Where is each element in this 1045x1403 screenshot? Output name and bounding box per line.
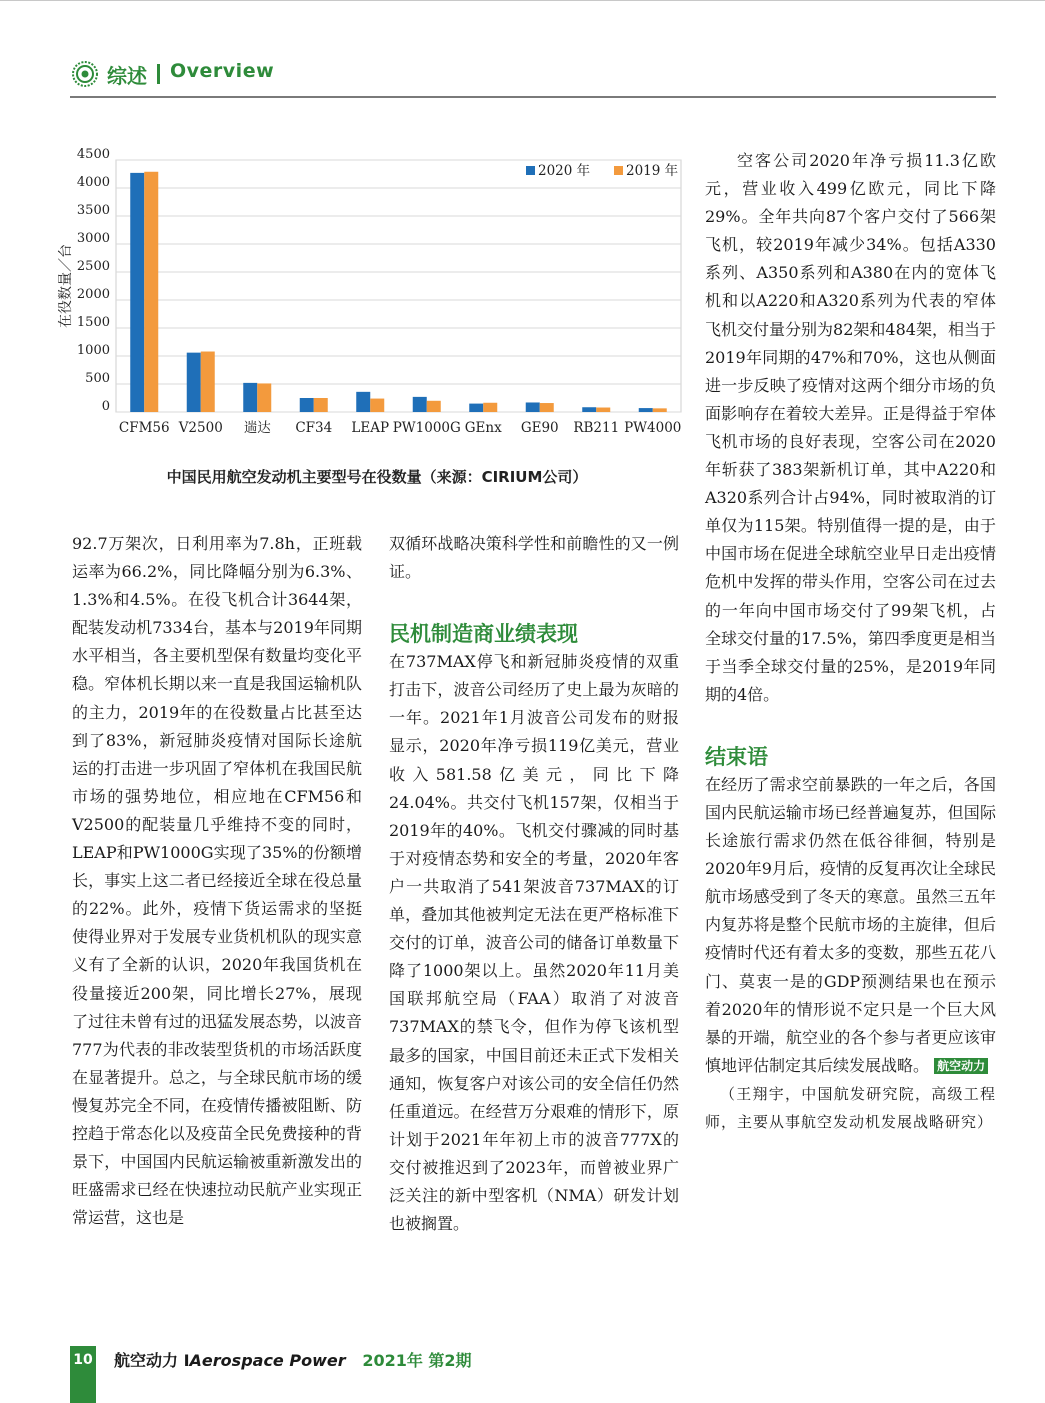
engine-fleet-bar-chart bbox=[56, 148, 686, 458]
author-note: （王翔宇，中国航发研究院，高级工程师，主要从事航空发动机发展战略研究） bbox=[705, 1084, 996, 1131]
bar-2019 bbox=[596, 408, 610, 412]
text-column-2 bbox=[389, 530, 679, 1238]
bar-2020 bbox=[582, 407, 596, 412]
section-heading-manufacturers: 民机制造商业绩表现 bbox=[389, 622, 578, 647]
bar-2020 bbox=[469, 404, 483, 412]
x-tick-label: 遄达 bbox=[243, 420, 271, 436]
bar-2020 bbox=[187, 353, 201, 412]
y-tick-label: 3000 bbox=[76, 231, 110, 246]
paragraph: 空客公司2020年净亏损11.3亿欧元，营业收入499亿欧元，同比下降29%。全年共向87个客户交付了566架飞机，较2019年减少34%。包括A330系列、A350系列和A380在内的宽体飞机和以A220和A320系列为代表的窄体飞机交付量分别为82架和484架，相当于2019年同期的47%和70%，这也从侧面进一步反映了疫情对这两个细分市场的负面影响存在着较大差异。正是得益于窄体飞机市场的良好表现，空客公司在2020年斩获了383架新机订单，其中A220和A320系列合计占94%，同时被取消的订单仅为115架。特别值得一提的是，由于中国市场在促进全球航空业早日走出疫情危机中发挥的带头作用，空客公司在过去的一年向中国市场交付了99架飞机，占全球交付量的17.5%，第四季度更是相当于当季全球交付量的25%，是2019年同期的4倍。 bbox=[705, 151, 996, 704]
bar-2019 bbox=[653, 408, 667, 412]
bar-2020 bbox=[526, 402, 540, 412]
x-tick-label: V2500 bbox=[178, 420, 223, 436]
bar-2019 bbox=[483, 403, 497, 412]
page-number: 10 bbox=[73, 1352, 93, 1368]
bar-2019 bbox=[540, 403, 554, 412]
end-mark-badge: 航空动力 bbox=[934, 1058, 988, 1074]
legend-label: 2019 年 bbox=[626, 163, 679, 179]
y-tick-label: 1500 bbox=[76, 315, 110, 330]
paragraph: 双循环战略决策科学性和前瞻性的又一例证。 bbox=[389, 534, 679, 582]
bar-2019 bbox=[370, 399, 384, 412]
legend-swatch bbox=[614, 166, 623, 175]
bar-2019 bbox=[257, 383, 271, 412]
bar-2019 bbox=[427, 401, 441, 412]
journal-name-en: Aerospace Power bbox=[189, 1351, 346, 1370]
journal-separator: I bbox=[183, 1351, 190, 1370]
bar-2020 bbox=[356, 392, 370, 412]
y-tick-label: 2500 bbox=[76, 259, 110, 274]
bar-2020 bbox=[413, 397, 427, 412]
section-title-en: Overview bbox=[170, 60, 275, 82]
section-divider bbox=[157, 64, 160, 84]
x-tick-label: GEnx bbox=[464, 420, 502, 436]
x-tick-label: LEAP bbox=[351, 420, 390, 436]
bar-2019 bbox=[314, 398, 328, 412]
journal-logo-icon bbox=[72, 61, 98, 87]
bar-2020 bbox=[243, 383, 257, 412]
legend-label: 2020 年 bbox=[538, 163, 591, 179]
y-tick-label: 2000 bbox=[76, 287, 110, 302]
x-tick-label: RB211 bbox=[573, 420, 620, 436]
y-tick-label: 1000 bbox=[76, 343, 110, 358]
y-tick-label: 500 bbox=[85, 371, 110, 386]
chart-caption: 中国民用航空发动机主要型号在役数量（来源：CIRIUM公司） bbox=[166, 468, 588, 486]
x-tick-label: PW1000G bbox=[392, 420, 461, 436]
paragraph: 在737MAX停飞和新冠肺炎疫情的双重打击下，波音公司经历了史上最为灰暗的一年。2021年1月波音公司发布的财报显示，2020年净亏损119亿美元，营业收入581.58亿美元，同比下降24.04%。共交付飞机157架，仅相当于2019年的40%。飞机交付骤减的同时基于对疫情态势和安全的考量，2020年客户一共取消了541架波音737MAX的订单，叠加其他被判定无法在更严格标准下交付的订单，波音公司的储备订单数量下降了1000架以上。虽然2020年11月美国联邦航空局（FAA）取消了对波音737MAX的禁飞令，但作为停飞该机型最多的国家，中国目前还未正式下发相关通知，恢复客户对该公司的安全信任仍然任重道远。在经营万分艰难的情形下，原计划于2021年年初上市的波音777X的交付被推迟到了2023年，而曾被业界广泛关注的新中型客机（NMA）研发计划也被搁置。 bbox=[389, 652, 679, 1234]
section-heading-conclusion: 结束语 bbox=[705, 744, 768, 769]
journal-issue: 2021年 第2期 bbox=[362, 1351, 472, 1370]
top-border bbox=[0, 0, 1045, 1]
text-column-1 bbox=[72, 530, 362, 1232]
x-tick-label: PW4000 bbox=[624, 420, 682, 436]
paragraph: 92.7万架次，日利用率为7.8h，正班载运率为66.2%，同比降幅分别为6.3%、1.3%和4.5%。在役飞机合计3644架，配装发动机7334台，基本与2019年同期水平相当，各主要机型保有数量均变化平稳。窄体机长期以来一直是我国运输机队的主力，2019年的在役数量占比甚至达到了83%，新冠肺炎疫情对国际长途航运的打击进一步巩固了窄体机在我国民航市场的强势地位，相应地在CFM56和V2500的配装量几乎维持不变的同时，LEAP和PW1000G实现了35%的份额增长，事实上这二者已经接近全球在役总量的22%。此外，疫情下货运需求的坚挺使得业界对于发展专业货机机队的现实意义有了全新的认识，2020年我国货机在役量接近200架，同比增长27%，展现了过往未曾有过的迅猛发展态势，以波音777为代表的非改装型货机的市场活跃度在显著提升。总之，与全球民航市场的缓慢复苏完全不同，在疫情传播被阻断、防控趋于常态化以及疫苗全民免费接种的背景下，中国国内民航运输被重新激发出的旺盛需求已经在快速拉动民航产业实现正常运营，这也是 bbox=[72, 534, 362, 1228]
y-axis-label: 在役数量／台 bbox=[58, 244, 74, 328]
bar-2019 bbox=[144, 172, 158, 412]
x-tick-label: CFM56 bbox=[118, 420, 170, 436]
header-rule bbox=[70, 96, 996, 98]
bar-2020 bbox=[639, 408, 653, 412]
journal-name-cn: 航空动力 bbox=[114, 1351, 179, 1370]
conclusion-text: 在经历了需求空前暴跌的一年之后，各国国内民航运输市场已经普遍复苏，但国际长途旅行需求仍然在低谷徘徊，特别是2020年9月后，疫情的反复再次让全球民航市场感受到了冬天的寒意。虽然三五年内复苏将是整个民航市场的主旋律，但后疫情时代还有着太多的变数，那些五花八门、莫衷一是的GDP预测结果也在预示着2020年的情形说不定只是一个巨大风暴的开端，航空业的各个参与者更应该审慎地评估制定其后续发展战略。 bbox=[705, 774, 996, 1075]
y-tick-label: 0 bbox=[101, 399, 110, 414]
paragraph bbox=[705, 771, 996, 1080]
y-tick-label: 4500 bbox=[76, 148, 110, 162]
section-title-cn: 综述 bbox=[107, 64, 147, 88]
legend-swatch bbox=[526, 166, 535, 175]
bar-2020 bbox=[130, 173, 144, 412]
footer-journal bbox=[114, 1348, 472, 1371]
y-tick-label: 4000 bbox=[76, 175, 110, 190]
x-tick-label: GE90 bbox=[520, 420, 559, 436]
bar-2020 bbox=[300, 398, 314, 412]
text-column-3 bbox=[705, 147, 996, 1136]
x-tick-label: CF34 bbox=[295, 420, 333, 436]
y-tick-label: 3500 bbox=[76, 203, 110, 218]
bar-2019 bbox=[201, 352, 215, 412]
